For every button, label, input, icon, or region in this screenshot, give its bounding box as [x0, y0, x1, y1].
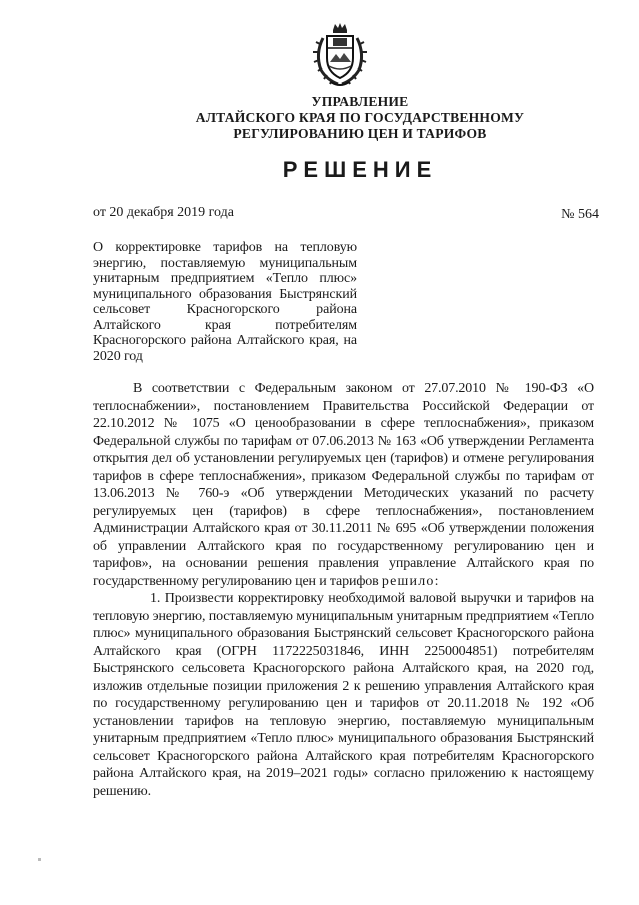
document-subject: О корректировке тарифов на тепловую энергию, поставляемую муниципальным унитарным предприятием «Тепло плюс» муниципального образования Быстрянский сельсовет Красногорского района Алтайского края потребителям Красногорского района Алтайского края, на 2020 год: [93, 240, 357, 364]
preamble-paragraph: [93, 380, 594, 590]
preamble-text: В соответствии с Федеральным законом от 27.07.2010 № 190-ФЗ «О теплоснабжении», постановлением Правительства Российской Федерации от 22.10.2012 № 1075 «О ценообразовании в сфере теплоснабжения», приказом Федеральной службы по тарифам от 07.06.2013 № 163 «Об утверждении Регламента открытия дел об установлении регулируемых цен (тарифов) и отмене регулирования тарифов в сфере теплоснабжения», приказом Федеральной службы по тарифам от 13.06.2013 № 760-э «Об утверждении Методических указаний по расчету регулируемых цен (тарифов) в сфере теплоснабжения», постановлением Администрации Алтайского края от 30.11.2011 № 695 «Об утверждении положения об управлении Алтайского края по государственному регулированию цен и тарифов», на основании решения правления управление Алтайского края по государственному регулированию цен и тарифов: [93, 381, 594, 589]
document-date: от 20 декабря 2019 года: [93, 205, 234, 220]
authority-line: УПРАВЛЕНИЕ: [311, 94, 409, 109]
coat-of-arms-icon: [311, 22, 369, 88]
decision-item-1: 1. Произвести корректировку необходимой валовой выручки и тарифов на тепловую энергию, поставляемую муниципальным унитарным предприятием «Тепло плюс» муниципального образования Быстрянский сельсовет Красногорского района Алтайского края (ОГРН 1172225031846, ИНН 2250004851) потребителям Быстрянского сельсовета Красногорского района Алтайского края, на 2020 год, изложив отдельные позиции приложения 2 к решению управления Алтайского края по государственному регулированию цен и тарифов от 20.11.2018 № 192 «Об установлении тарифов на тепловую энергию, поставляемую муниципальным унитарным предприятием «Тепло плюс» муниципального образования Быстрянский сельсовет Красногорского района Алтайского края потребителям Красногорского района Алтайского края, на 2019–2021 годы» согласно приложению к настоящему решению.: [93, 591, 594, 799]
document-body: [93, 380, 594, 800]
authority-line: РЕГУЛИРОВАНИЮ ЦЕН И ТАРИФОВ: [233, 126, 487, 141]
document-number: № 564: [561, 207, 599, 222]
issuing-authority: [90, 94, 630, 142]
document-type-title: РЕШЕНИЕ: [282, 157, 438, 182]
decided-word: решило:: [381, 573, 440, 589]
scan-speck: [38, 858, 41, 861]
authority-line: АЛТАЙСКОГО КРАЯ ПО ГОСУДАРСТВЕННОМУ: [195, 110, 525, 125]
